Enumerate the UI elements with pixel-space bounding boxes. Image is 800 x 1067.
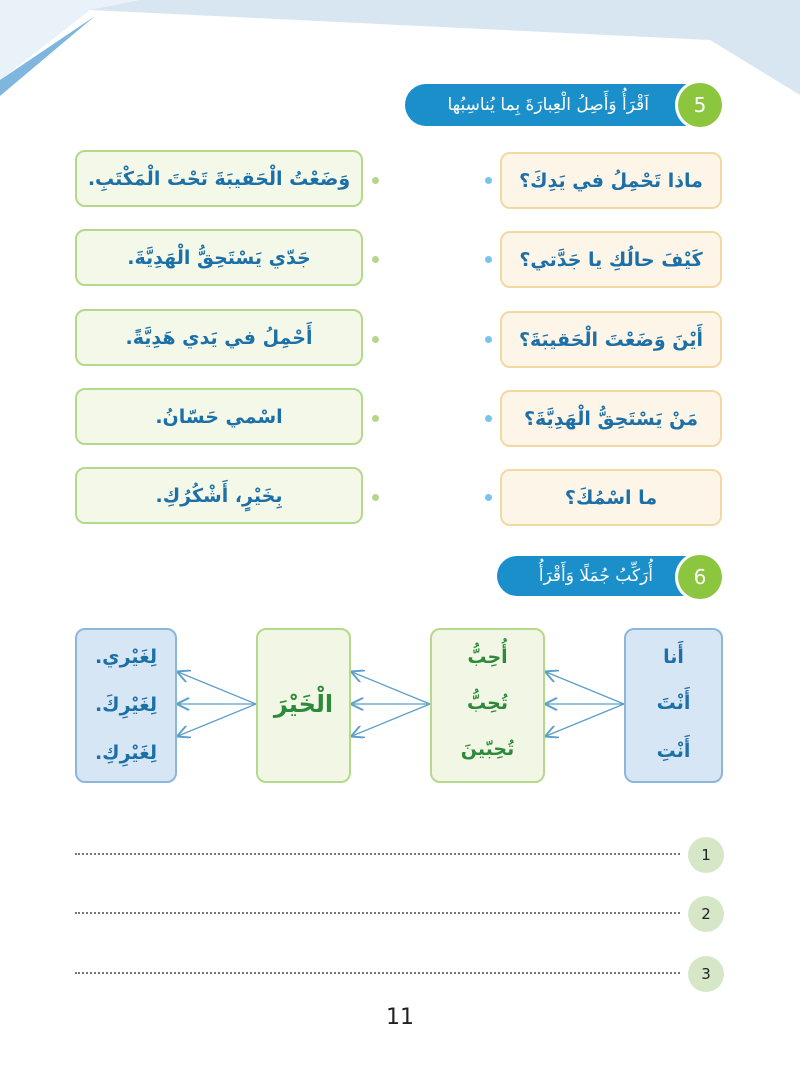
answer-box[interactable] (75, 309, 363, 366)
question-connector-dot[interactable] (485, 415, 492, 422)
question-box[interactable] (500, 152, 722, 209)
exercise6-title: أُرَكِّبُ جُمَلًا وَأَقْرَأُ (538, 566, 653, 586)
question-box[interactable] (500, 231, 722, 288)
verb-word[interactable]: تُحِبّينَ (460, 738, 515, 760)
line-number-badge (688, 956, 724, 992)
pronoun-word[interactable]: أَنْتِ (656, 740, 691, 762)
answer-connector-dot[interactable] (372, 177, 379, 184)
answer-box[interactable] (75, 388, 363, 445)
answer-connector-dot[interactable] (372, 494, 379, 501)
question-box[interactable] (500, 311, 722, 368)
object-word[interactable]: الْخَيْرَ (273, 690, 334, 718)
pronouns-box (624, 628, 723, 783)
ending-word[interactable]: لِغَيْري. (94, 646, 158, 668)
line-number: 1 (701, 846, 711, 864)
question-connector-dot[interactable] (485, 336, 492, 343)
ending-word[interactable]: لِغَيْرِكِ. (94, 742, 158, 764)
exercise5-title: اَقْرَأُ وَأَصِلُ الْعِبارَةَ بِما يُناسِبُها (447, 95, 649, 115)
exercise6-number: 6 (693, 565, 707, 589)
pronoun-word[interactable]: أَنا (663, 646, 684, 668)
answer-box[interactable] (75, 150, 363, 207)
verb-word[interactable]: تُحِبُّ (467, 692, 508, 714)
question-text: ما اسْمُكَ؟ (564, 486, 658, 509)
question-box[interactable] (500, 390, 722, 447)
verb-word[interactable]: أُحِبُّ (467, 646, 508, 668)
question-text: مَنْ يَسْتَحِقُّ الْهَدِيَّةَ؟ (524, 407, 698, 430)
answer-text: أَحْمِلُ في يَدي هَدِيَّةً. (125, 326, 313, 349)
question-connector-dot[interactable] (485, 494, 492, 501)
answer-connector-dot[interactable] (372, 256, 379, 263)
question-text: ماذا تَحْمِلُ في يَدِكَ؟ (519, 169, 703, 192)
ending-word[interactable]: لِغَيْرِكَ. (94, 694, 158, 716)
writing-line[interactable] (75, 853, 680, 855)
line-number-badge (688, 896, 724, 932)
answer-connector-dot[interactable] (372, 336, 379, 343)
verbs-box (430, 628, 545, 783)
writing-line[interactable] (75, 972, 680, 974)
question-text: كَيْفَ حالُكِ يا جَدَّتي؟ (519, 248, 703, 271)
question-connector-dot[interactable] (485, 177, 492, 184)
pronoun-word[interactable]: أَنْتَ (656, 692, 691, 714)
line-number: 3 (701, 965, 711, 983)
answer-text: اسْمي حَسّانُ. (155, 405, 283, 428)
answer-connector-dot[interactable] (372, 415, 379, 422)
answer-text: جَدّي يَسْتَحِقُّ الْهَدِيَّةَ. (127, 246, 311, 269)
answer-box[interactable] (75, 467, 363, 524)
question-text: أَيْنَ وَضَعْتَ الْحَقيبَةَ؟ (518, 328, 704, 351)
answer-box[interactable] (75, 229, 363, 286)
answer-text: بِخَيْرٍ، أَشْكُرُكِ. (155, 484, 283, 507)
question-connector-dot[interactable] (485, 256, 492, 263)
line-number-badge (688, 837, 724, 873)
page-number: 11 (386, 1005, 414, 1030)
exercise6-number-badge (678, 555, 722, 599)
exercise5-number-badge (678, 83, 722, 127)
question-box[interactable] (500, 469, 722, 526)
answer-text: وَضَعْتُ الْحَقيبَةَ تَحْتَ الْمَكْتَبِ. (87, 167, 351, 190)
writing-line[interactable] (75, 912, 680, 914)
endings-box (75, 628, 177, 783)
exercise5-number: 5 (693, 93, 707, 117)
exercise5-title-bar (405, 84, 715, 126)
line-number: 2 (701, 905, 711, 923)
object-box (256, 628, 351, 783)
